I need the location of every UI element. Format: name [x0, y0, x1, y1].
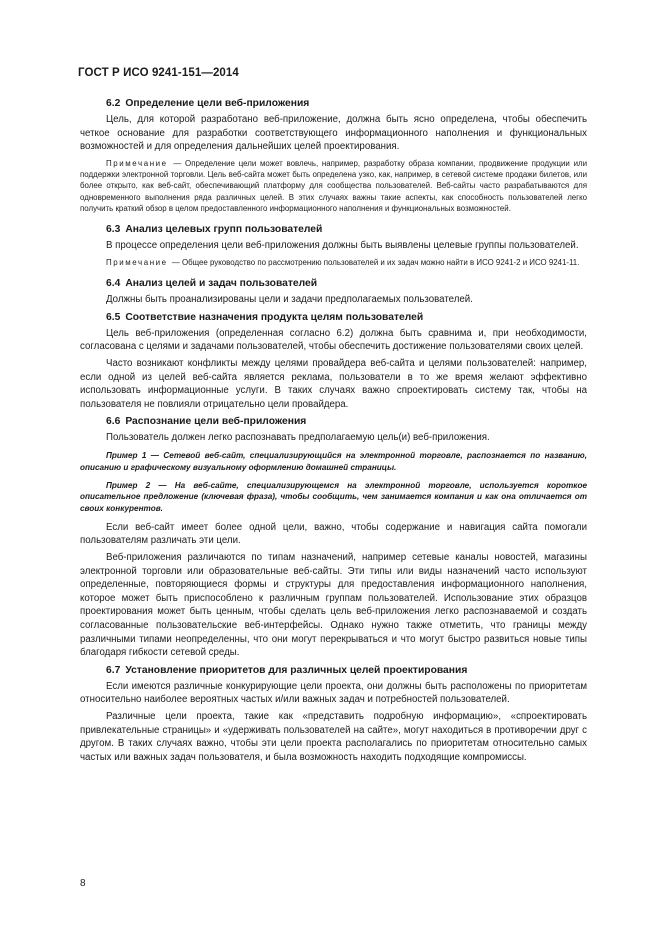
- note-label: Примечание: [106, 158, 168, 168]
- paragraph: Веб-приложения различаются по типам назначений, например сетевые каналы новостей, магазины электронной торговли или образовательные веб-сайты. Эти типы или виды назначений часто используют определенные, повторяющиеся формы и структуры для предоставления информационного наполнения, которое может быть приспособлено к различным группам пользователей. Использование этих образцов проектирования может быть ценным, чтобы сделать цель веб-приложения легко распознаваемой и создать согласованные пользовательские веб-интерфейсы. Однако нужно также отметить, что границы между различными типами неопределенны, что они могут перекрываться и что могут быстро развиться новые типы благодаря гибкости сетевой среды.: [80, 552, 587, 659]
- paragraph: Должны быть проанализированы цели и задачи предполагаемых пользователей.: [106, 294, 473, 306]
- section-title: Распознание цели веб-приложения: [125, 416, 307, 428]
- section-title: Соответствие назначения продукта целям пользователей: [125, 311, 424, 323]
- section-heading-6-4: [80, 276, 587, 291]
- document-body: [80, 96, 587, 767]
- section-heading-6-7: [80, 663, 587, 678]
- paragraph: Цель веб-приложения (определенная согласно 6.2) должна быть сравнима и, при необходимости, согласована с целями и задачами пользователей, чтобы обеспечить достижение пользователями своих целей.: [80, 327, 587, 353]
- section-number: 6.4: [106, 278, 121, 290]
- paragraph: Пользователь должен легко распознавать предполагаемую цель(и) веб-приложения.: [106, 432, 490, 444]
- section-number: 6.6: [106, 416, 121, 428]
- paragraph: В процессе определения цели веб-приложения должны быть выявлены целевые группы пользователей.: [106, 240, 579, 252]
- section-title: Анализ целевых групп пользователей: [125, 224, 323, 236]
- section-title: Установление приоритетов для различных целей проектирования: [125, 664, 468, 676]
- note-label: Примечание: [106, 257, 168, 267]
- example: [80, 450, 587, 474]
- paragraph: Различные цели проекта, такие как «представить подробную информацию», «спроектировать привлекательные страницы» и «удерживать пользователей на сайте», могут находиться в противоречии друг с другом. В таких случаях важно, чтобы эти цели проекта располагались по приоритетам относительно самых частых или важных задач пользователя, и была возможность находить подходящие компромиссы.: [80, 711, 587, 763]
- paragraph: Если веб-сайт имеет более одной цели, важно, чтобы содержание и навигация сайта помогали пользователям различать эти цели.: [80, 521, 587, 547]
- example-label: Пример 1: [106, 450, 147, 460]
- example-label: Пример 2: [106, 480, 151, 490]
- note-text: — Общее руководство по рассмотрению пользователей и их задач можно найти в ИСО 9241-2 и ИСО 9241-11.: [171, 257, 580, 267]
- section-heading-6-3: [80, 222, 587, 237]
- paragraph: Часто возникают конфликты между целями провайдера веб-сайта и целями пользователей: например, если одной из целей веб-сайта является реклама, пользователи в то же время желают эффективно использовать информационные услуги. В таких случаях важно спроектировать систему так, чтобы на пользователя не повлияли отрицательно цели провайдера.: [80, 357, 587, 410]
- standard-header: ГОСТ Р ИСО 9241-151—2014: [78, 67, 239, 79]
- section-number: 6.2: [106, 98, 121, 109]
- section-heading-6-2: [80, 96, 587, 111]
- paragraph: Если имеются различные конкурирующие цели проекта, они должны быть расположены по приоритетам относительно наиболее вероятных частых и/или важных задач и потребностей пользователей.: [80, 680, 587, 706]
- section-number: 6.5: [106, 311, 121, 323]
- section-heading-6-6: [80, 414, 587, 429]
- page-number: 8: [80, 878, 86, 889]
- example-text: — Сетевой веб-сайт, специализирующийся на электронной торговле, распознается по названию, описанию и графическому визуальному оформлению домашней страницы.: [80, 450, 587, 472]
- section-title: Анализ целей и задач пользователей: [125, 278, 318, 290]
- section-title: Определение цели веб-приложения: [125, 98, 310, 109]
- note: [80, 257, 587, 268]
- note-text: — Определение цели может вовлечь, например, разработку образа компании, продвижение продукции или поддержки электронной торговли. Цель веб-сайта может быть определена узко, как, например, в сетевой системе продажи билетов, или более открыто, как веб-сайт, обеспечивающий платформу для сообщества пользователей. Веб-сайты часто разрабатываются для одновременного выполнения ряда различных целей. В этих случаях важны такие аспекты, как способность пользователей легко получить краткий обзор в целом предоставленного информационного наполнения и функциональных возможностей.: [80, 158, 587, 213]
- note: [80, 158, 587, 214]
- example-text: — На веб-сайте, специализирующемся на электронной торговле, используется короткое описательное предложение (ключевая фраза), чтобы сообщить, чем занимается компания и как она отличается от своих конкурентов.: [80, 480, 588, 514]
- section-number: 6.3: [106, 224, 121, 236]
- paragraph: Цель, для которой разработано веб-приложение, должна быть ясно определена, чтобы обеспечить четкое основание для разработки соответствующего информационного наполнения и функциональных возможностей и для определения дальнейших целей проектирования.: [80, 114, 587, 153]
- section-heading-6-5: [80, 310, 587, 325]
- example: [80, 480, 587, 515]
- section-number: 6.7: [106, 664, 121, 676]
